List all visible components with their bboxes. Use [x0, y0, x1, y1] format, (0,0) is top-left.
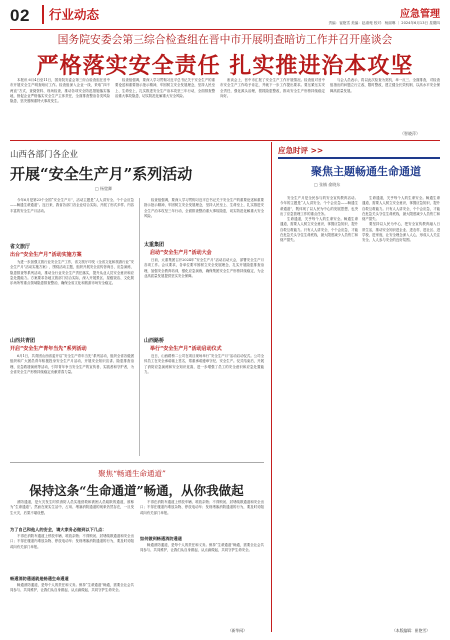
lead-column-1 — [10, 78, 110, 130]
lead-column-2 — [115, 78, 215, 130]
lower-byline: （新华网） — [228, 628, 247, 633]
section-heading-1: 出台“安全生产月”活动实施方案 — [10, 252, 82, 258]
page-number: 02 — [10, 6, 30, 25]
feature-intro-text: 今年6月是第23个全国“安全生产月”，活动主题是“人人讲安全、个个会应急——畅通生命通道”。连日来，我省各部门各企业结合实际，开展了形式多样、内容丰富的安全生产月活动。 — [10, 198, 134, 213]
section-heading-3: 启动“安全生产月”活动大会 — [150, 250, 212, 256]
lower-paragraph-3 — [10, 583, 134, 633]
lead-byline: （智晓萍） — [400, 131, 420, 136]
sidebar-title: 聚焦主题畅通生命通道 — [311, 165, 421, 178]
feature-intro-cont — [144, 198, 264, 240]
section-body-1 — [10, 260, 134, 332]
section-body-text: 6月1日，共青团山西省委开启“安全生产青年当先”系列活动，组织全省各级团组织和广大团员青年积极投身安全生产月活动，开展安全知识宣讲、隐患排查治理、应急救援演练等活动，引导青年争当安全生产的宣传者、实践者和守护者，为全省安全生产形势持续稳定贡献青春力量。 — [10, 354, 134, 374]
lower-paragraph-5 — [140, 543, 264, 625]
lower-paragraph-text: 畅通消防通道，是每个人的责任和义务。保持“生命通道”畅通，需要全社会共同参与、共同维护，让我们从自身做起，从点滴做起，共同守护生命安全。 — [10, 583, 134, 593]
lead-paragraph: 检查组强调，要深入学习贯彻习近平总书记关于安全生产的重要论述和重要指示批示精神，牢固树立安全发展理念，坚持人民至上、生命至上，扎实推进安全生产治本攻坚三年行动，全面排查整治重大事故隐患，切实防范化解重大安全风险。 — [115, 78, 215, 98]
section-body-3 — [144, 258, 264, 332]
feature-kicker: 山西各部门各企业 — [10, 150, 79, 160]
sidebar-paragraph: 安全生产月是全民参与的安全宣传教育活动。今年的主题是“人人讲安全、个个会应急——畅通生命通道”，既体现了以人民为中心的发展思想，也突出了应急管理工作的重点任务。 — [280, 196, 358, 216]
sidebar-label: 应急时评 >> — [278, 146, 324, 155]
lead-column-3 — [220, 78, 325, 130]
lead-paragraph: 与会人员表示，将以此次检查为契机，举一反三、全面排查，对检查组指出的问题立行立改、限时整改，建立健全长效机制，以高水平安全保障高质量发展。 — [330, 78, 440, 93]
header-divider — [10, 29, 440, 30]
paper-name: 应急管理 — [400, 9, 440, 20]
section-org-3: 太重集团 — [144, 242, 165, 248]
lead-kicker: 国务院安委会第三综合检查组在晋中市开展明查暗访工作并召开座谈会 — [57, 33, 393, 46]
lead-paragraph: 本报讯 6月4日至11日，国务院安委会第三综合检查组在晋中市开展安全生产明查暗访工作。检查组深入企业一线，采取“四不两直”方式，查阅资料、现场检查，推动各项安全防范措施落实落地，督促企业严格落实安全生产主体责任，全面排查整治各类风险隐患，坚决遏制重特大事故发生。 — [10, 78, 110, 104]
feature-intro-cont-text: 检查组强调，要深入学习贯彻习近平总书记关于安全生产的重要论述和重要指示批示精神，牢固树立安全发展理念，坚持人民至上、生命至上，扎实推进安全生产治本攻坚三年行动，全面排查整治重大事故隐患，切实防范化解重大安全风险。 — [144, 198, 264, 218]
lower-paragraph-text: 畅通消防通道，是每个人的责任和义务。保持“生命通道”畅通，需要全社会共同参与、共同维护，让我们从自身做起，从点滴做起，共同守护生命安全。 — [140, 543, 264, 553]
section-body-4 — [144, 354, 264, 454]
column-divider — [139, 198, 140, 456]
lower-paragraph-1 — [10, 500, 134, 526]
lower-kicker: 聚焦“畅通生命通道” — [98, 469, 166, 478]
section-body-text: 近日，山西路桥二公司在项目现场举行“安全生产月”活动启动仪式。公司全体员工在安全承诺墙上签名，郑重承诺遵章守纪、安全生产。仪式结束后，开展了消防应急演练和安全知识竞赛，进一步增强了员工的安全意识和应急处置能力。 — [144, 354, 264, 374]
section-org-4: 山西路桥 — [144, 338, 165, 344]
lower-paragraph-text: 消防通道，是火灾发生时供消防人员实施营救和被困人员疏散的通道，被称为“生命通道”。然而在现实生活中，占用、堵塞消防通道的现象仍然存在，一旦发生火灾，后果不堪设想。 — [10, 500, 134, 515]
feature-title: 开展“安全生产月”系列活动 — [10, 165, 193, 183]
sidebar-byline: □ 张楠 俞晓东 — [314, 182, 341, 187]
lower-subhead-3: 如何做到畅通消防通道 — [140, 536, 182, 541]
lower-paragraph-2 — [10, 534, 134, 574]
lower-subhead-1: 为了自己和他人的安全，请大家务必做到以下几点： — [10, 527, 107, 532]
section-org-1: 省文旅厅 — [10, 244, 31, 250]
sidebar-rule — [278, 157, 440, 159]
section-heading-4: 举行“安全生产月”活动启动仪式 — [150, 346, 222, 352]
lead-paragraph: 座谈会上，晋中市汇报了安全生产工作开展情况。检查组对晋中市安全生产工作给予肯定，并就下一步工作提出要求。要压紧压实安全责任，强化源头治理，狠抓隐患整改，推动安全生产形势持续稳定向好。 — [220, 78, 325, 98]
header-meta: 责编：崔艳雪 美编：赵淑菀 校对：杨丽琳 ｜ 2024年6月13日 星期四 — [328, 21, 440, 25]
section-body-text: 日前，太重集团召开2024年“安全生产月”活动启动大会，部署安全生产月各项工作。会议要求，各单位要牢固树立安全发展理念，扎实开展隐患排查治理，加强安全教育培训，强化应急演练，确保集团安全生产形势持续稳定，为企业高质量发展提供坚实安全保障。 — [144, 258, 264, 278]
lead-column-4 — [330, 78, 440, 130]
feature-byline: □ 杨璧卿 — [95, 186, 113, 191]
page-header — [0, 0, 450, 30]
sidebar-column-1 — [280, 196, 358, 626]
lower-divider — [10, 462, 264, 463]
section-name: 行业动态 — [42, 5, 99, 24]
lower-paragraph-text: 不得在消防车通道上停放车辆、堆放杂物；不得锁闭、封堵疏散通道和安全出口；不得在楼道内堆放杂物、停放电动车；发现堵塞消防通道的行为，要及时劝阻或向有关部门举报。 — [140, 500, 264, 515]
section-body-2 — [10, 354, 134, 454]
section-org-2: 山西共青团 — [10, 338, 36, 344]
lower-subhead-2: 畅通消防通道就是畅通生命通道 — [10, 576, 69, 581]
sidebar-divider — [271, 142, 272, 632]
section-body-text: 为进一步加强文旅行业安全生产工作，省文旅厅印发《全省文化和旅游行业“安全生产月”活动实施方案》，围绕活动主题，组织开展安全宣传咨询日、应急演练、隐患排查等系列活动，推动全行业安全生产责任落实，提升从业人员安全意识和应急处置能力。方案要求各地文旅部门结合实际，深入开展景区、星级饭店、文化娱乐场所等重点领域隐患排查整治，确保全省文化和旅游市场安全稳定。 — [10, 260, 134, 286]
lower-paragraph-4 — [140, 500, 264, 534]
lead-headline: 严格落实安全责任 扎实推进治本攻坚 — [36, 53, 414, 79]
lower-paragraph-text: 不得在消防车通道上停放车辆、堆放杂物；不得锁闭、封堵疏散通道和安全出口；不得在楼道内堆放杂物、停放电动车；发现堵塞消防通道的行为，要及时劝阻或向有关部门举报。 — [10, 534, 134, 549]
sidebar-editor: （本版编辑：崔艳雪） — [392, 628, 430, 633]
section-heading-2: 开启“安全生产青年当先”系列活动 — [10, 346, 87, 352]
sidebar-paragraph: 生命通道，关乎每个人的生命安全。畅通生命通道，需要人人树立安全意识，掌握应急知识，提升自救互救能力。只有人人讲安全、个个会应急，才能在危急关头守住生命底线，最大限度减少人员伤亡和财产损失。 — [280, 217, 358, 243]
lower-title: 保持这条“生命通道”畅通，从你我做起 — [29, 483, 244, 498]
section-divider — [10, 140, 440, 141]
sidebar-paragraph: 要坚持以人民为中心，把安全宣传教育融入日常生活，推动安全知识进企业、进农村、进社区、进学校、进家庭，让安全理念深入人心，形成人人关注安全、人人参与安全的良好氛围。 — [362, 222, 440, 243]
sidebar-paragraph: 生命通道，关乎每个人的生命安全。畅通生命通道，需要人人树立安全意识，掌握应急知识，提升自救互救能力。只有人人讲安全、个个会应急，才能在危急关头守住生命底线，最大限度减少人员伤亡和财产损失。 — [362, 196, 440, 222]
feature-intro — [10, 198, 134, 240]
sidebar-column-2 — [362, 196, 440, 626]
